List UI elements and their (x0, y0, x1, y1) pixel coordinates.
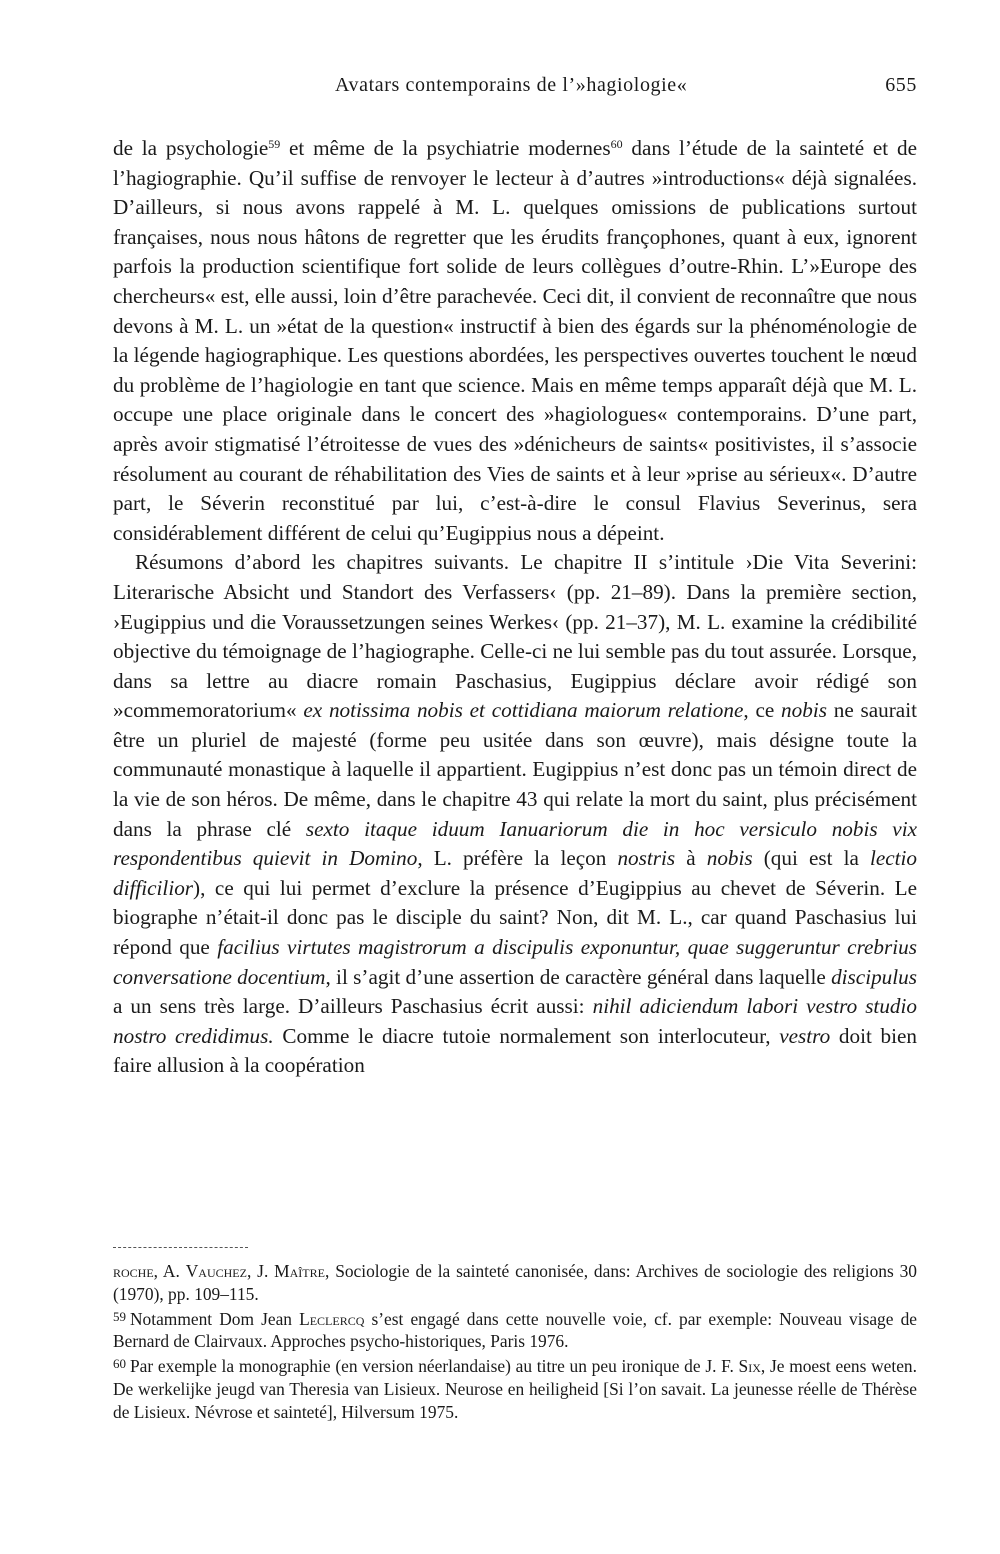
footnote-60 (113, 1353, 917, 1423)
main-text (113, 134, 917, 1081)
text-run: Par exemple la monographie (en version néerlandaise) au titre un peu ironique de J. F. (130, 1356, 739, 1377)
paragraph-1 (113, 134, 917, 548)
text-run: Comme le diacre tutoie normalement son interlocuteur, (273, 1023, 780, 1048)
footnote-59 (113, 1306, 917, 1354)
author-name: Leclercq (299, 1308, 365, 1329)
text-run: et même de la psychiatrie modernes (280, 136, 611, 160)
text-run: à (675, 846, 707, 871)
latin-word: nobis (706, 846, 753, 871)
text-run: ne saurait être un pluriel de majesté (forme peu usitée dans son œuvre), mais désigne toute la communauté monastique à laquelle il appartient. Eugippius n’est donc pas un témoin direct de la vie de son héros. De même, dans le chapitre 43 qui relate la mort du saint, plus précisément dans la phrase clé (113, 698, 917, 841)
text-run: (qui est la (752, 846, 870, 871)
text-run: doit bien faire allusion à la coopération (113, 1023, 917, 1078)
footnote-ref-59: 59 (268, 137, 281, 151)
footnotes (113, 1260, 917, 1424)
text-run: de la psychologie (113, 136, 269, 160)
latin-word: vestro (779, 1023, 831, 1048)
text-run: ), ce qui lui permet d’exclure la présence d’Eugippius au chevet de Séverin. Le biographe n’était-il donc pas le disciple du saint? Non, dit M. L., car quand Paschasius lui répond que (113, 875, 917, 960)
text-run: Résumons d’abord les chapitres suivants. Le chapitre II s’intitule ›Die Vita Severini: Literarische Absicht und Standort des Verfassers‹ (pp. 21–89). Dans la première section, ›Eugippius und die Voraussetzungen seines Werkes‹ (pp. 21–37), M. L. examine la crédibilité objective du témoignage de l’hagiographe. Celle-ci ne lui semble pas du tout assurée. Lorsque, dans sa lettre au diacre romain Paschasius, Eugippius déclare avoir rédigé son »commemoratorium« (113, 550, 917, 723)
author-name: Six (738, 1356, 761, 1377)
latin-quote: nihil adiciendum labori vestro studio nostro credidimus. (113, 994, 917, 1048)
latin-word: lectio difficilior (113, 846, 918, 900)
running-header (113, 74, 917, 104)
latin-word: discipulus (831, 964, 917, 989)
text-run: , Sociologie de la sainteté canonisée, dans: Archives de sociologie des religions 30 (1970), pp. 109–115. (113, 1261, 917, 1304)
author-name: roche (113, 1261, 154, 1281)
latin-word: nostris (617, 846, 676, 871)
latin-quote: facilius virtutes magistrorum a discipulis exponuntur, quae suggeruntur crebrius conversatione docentium (113, 935, 917, 989)
text-run: dans l’étude de la sainteté et de l’hagiographie. Qu’il suffise de renvoyer le lecteur à d’autres »introductions« déjà signalées. D’ailleurs, si nous avons rappelé à M. L. quelques omissions de publications surtout françaises, nous nous hâtons de regretter que les érudits françophones, quant à eux, ignorent parfois la production scientifique fort solide de leurs collègues d’outre-Rhin. L’»Europe des chercheurs« est, elle aussi, loin d’être parachevée. Ceci dit, il convient de reconnaître que nous devons à M. L. un »état de la question« instructif à bien des égards sur la phénoménologie de la légende hagiographique. Les questions abordées, les perspectives ouvertes touchent le nœud du problème de l’hagiologie en tant que science. Mais en même temps apparaît déjà que M. L. occupe une place originale dans le concert des »hagiologues« contemporains. D’une part, après avoir stigmatisé l’étroitesse de vues des »dénicheurs de saints« positivistes, il s’associe résolument au courant de réhabilitation des Vies de saints et à leur »prise au sérieux«. D’autre part, le Séverin reconstitué par lui, c’est-à-dire le consul Flavius Severinus, sera considérablement différent de celui qu’Eugippius nous a dépeint. (113, 136, 917, 545)
latin-quote: ex notissima nobis et cottidiana maiorum relatione (303, 698, 744, 723)
running-title: Avatars contemporains de l’»hagiologie« (335, 74, 688, 96)
text-run: a un sens très large. D’ailleurs Paschasius écrit aussi: (113, 994, 593, 1019)
text-run: Notamment Dom Jean (130, 1308, 300, 1329)
footnote-ref-60: 60 (610, 137, 623, 151)
text-run: s’est engagé dans cette nouvelle voie, cf. par exemple: Nouveau visage de Bernard de Clairvaux. Approches psycho-historiques, Paris 1976. (113, 1308, 917, 1352)
footnote-number: 59 (113, 1308, 126, 1324)
footnote-number: 60 (113, 1356, 126, 1372)
paragraph-2 (113, 548, 917, 1081)
text-run: , J. (246, 1261, 275, 1281)
text-run: , Je moest eens weten. De werkelijke jeugd van Theresia van Lisieux. Neurose en heiligheid [Si l’on savait. La jeunesse réelle de Thérèse de Lisieux. Névrose et sainteté], Hilversum 1975. (113, 1356, 917, 1422)
latin-word: nobis (781, 698, 827, 723)
author-name: Vauchez (185, 1261, 247, 1281)
text-run: , A. (153, 1261, 186, 1281)
text-run: , ce (743, 698, 782, 723)
footnote-divider (113, 1247, 248, 1248)
text-run: , il s’agit d’une assertion de caractère général dans laquelle (325, 964, 832, 989)
author-name: Maître (274, 1261, 325, 1281)
text-run: , L. préfère la leçon (417, 846, 618, 871)
footnote-58-continued (113, 1260, 917, 1306)
latin-quote: sexto itaque iduum Ianuariorum die in hoc versiculo nobis vix respondentibus quievit in Domino (113, 816, 917, 871)
page-number: 655 (885, 74, 917, 96)
